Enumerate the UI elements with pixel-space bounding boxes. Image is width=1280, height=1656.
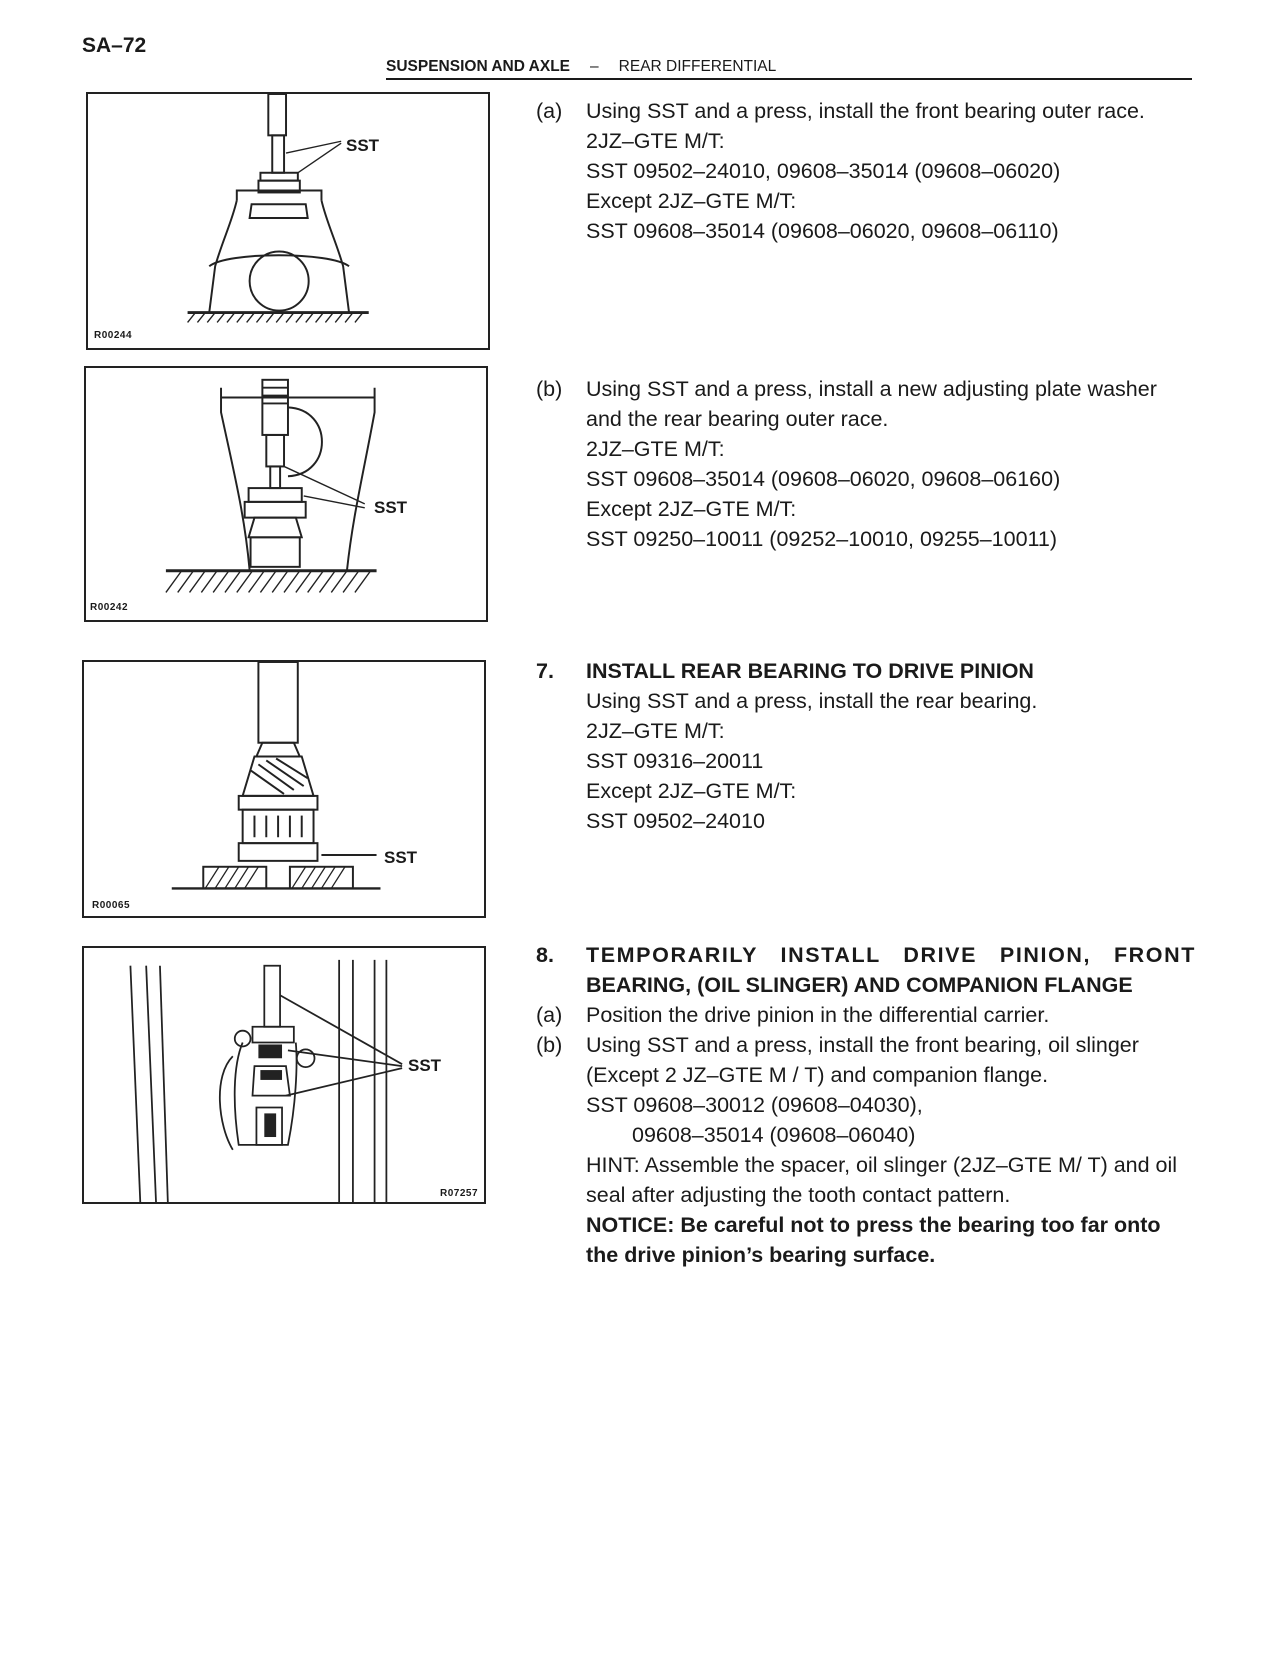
figure-drive-pinion [82, 946, 486, 1204]
figure-rear-outer-race [84, 366, 488, 622]
sst-callout: SST [384, 848, 418, 867]
figure-front-outer-race [86, 92, 490, 350]
subsection-title: REAR DIFFERENTIAL [618, 58, 777, 75]
step-a-line: Except 2JZ–GTE M/T: [586, 189, 797, 213]
step-8-sst-line1: SST 09608–30012 (09608–04030), [586, 1093, 923, 1117]
step-b-line: 2JZ–GTE M/T: [586, 437, 725, 461]
step-8-title-line2: BEARING, (OIL SLINGER) AND COMPANION FLANGE [586, 973, 1133, 997]
step-a-line: 2JZ–GTE M/T: [586, 129, 725, 153]
step-b-line: Except 2JZ–GTE M/T: [586, 497, 797, 521]
step-8-number: 8. [536, 943, 554, 967]
header-dash: – [590, 58, 599, 75]
step-a-text: Using SST and a press, install the front bearing outer race. [586, 99, 1145, 123]
figure-code: R00242 [90, 602, 129, 613]
step-a-line: SST 09502–24010, 09608–35014 (09608–06020) [586, 159, 1061, 183]
section-title: SUSPENSION AND AXLE [386, 58, 571, 75]
step-b [536, 374, 1196, 554]
step-7-line: Except 2JZ–GTE M/T: [586, 779, 797, 803]
step-a-label: (a) [536, 99, 563, 123]
step-7-line: SST 09316–20011 [586, 749, 764, 773]
step-7 [536, 656, 1196, 836]
step-7-title: INSTALL REAR BEARING TO DRIVE PINION [586, 659, 1034, 683]
step-8b-label: (b) [536, 1033, 563, 1057]
step-7-number: 7. [536, 659, 554, 683]
step-8-hint: HINT: Assemble the spacer, oil slinger (2JZ–GTE M/ T) and oil seal after adjusting the tooth contact pattern. [586, 1153, 1178, 1207]
figure-rear-bearing [82, 660, 486, 918]
step-8b-text: Using SST and a press, install the front bearing, oil slinger (Except 2 JZ–GTE M / T) and companion flange. [586, 1033, 1139, 1087]
step-7-line: 2JZ–GTE M/T: [586, 719, 725, 743]
step-b-line: SST 09250–10011 (09252–10010, 09255–10011) [586, 527, 1058, 551]
step-b-text: Using SST and a press, install a new adjusting plate washer and the rear bearing outer race. [586, 377, 1157, 431]
press-rear-bearing-illustration [84, 662, 484, 916]
step-7-line: SST 09502–24010 [586, 809, 765, 833]
figure-code: R00065 [92, 900, 131, 911]
step-b-line: SST 09608–35014 (09608–06020, 09608–06160) [586, 467, 1061, 491]
running-header [386, 58, 776, 76]
step-8-title-line1: TEMPORARILY INSTALL DRIVE PINION, FRONT [586, 943, 1196, 967]
step-8 [536, 940, 1196, 1270]
step-a [536, 96, 1196, 246]
step-a-line: SST 09608–35014 (09608–06020, 09608–06110) [586, 219, 1059, 243]
header-rule [386, 78, 1192, 80]
step-8a-label: (a) [536, 1003, 563, 1027]
sst-callout: SST [374, 498, 408, 517]
step-8-notice: NOTICE: Be careful not to press the bearing too far onto the drive pinion’s bearing surface. [586, 1213, 1161, 1267]
step-8a-text: Position the drive pinion in the differential carrier. [586, 1003, 1050, 1027]
sst-callout: SST [346, 136, 380, 155]
figure-code: R07257 [440, 1188, 479, 1199]
step-7-line: Using SST and a press, install the rear bearing. [586, 689, 1038, 713]
press-front-race-illustration [88, 94, 488, 348]
figure-code: R00244 [94, 330, 133, 341]
press-rear-race-illustration [86, 368, 486, 620]
sst-callout: SST [408, 1056, 442, 1075]
page-number: SA–72 [82, 34, 147, 57]
step-b-label: (b) [536, 377, 563, 401]
step-8-sst-line2: 09608–35014 (09608–06040) [632, 1123, 916, 1147]
